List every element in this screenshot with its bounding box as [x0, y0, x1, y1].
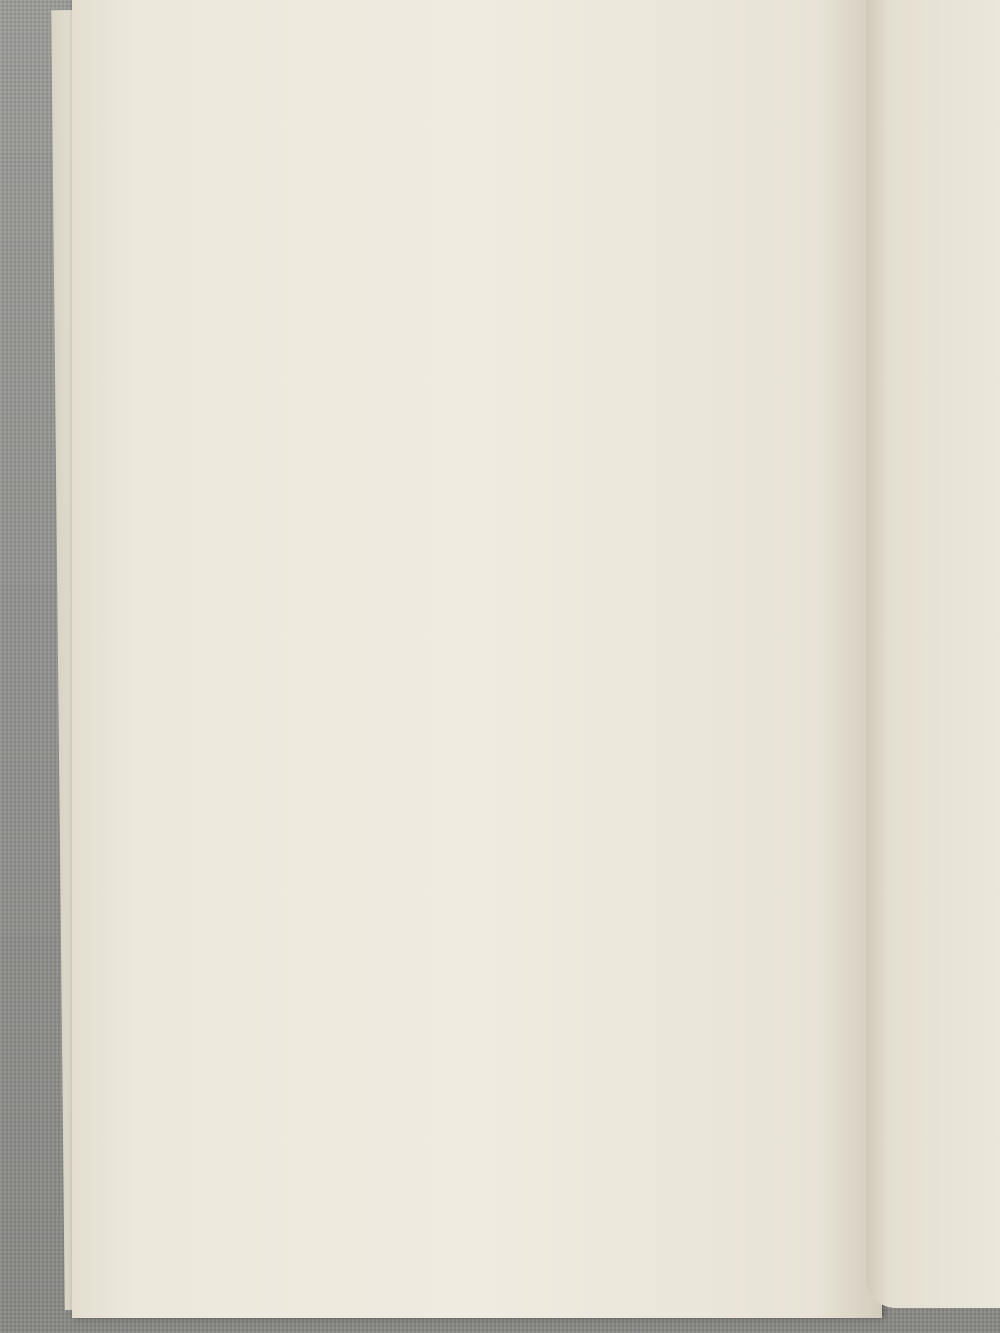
right-text-column	[528, 272, 873, 278]
left-text-column	[180, 272, 510, 278]
title-line-1	[222, 178, 822, 182]
left-page	[72, 0, 882, 1318]
article-title	[222, 178, 822, 182]
right-page-fragment	[866, 0, 1000, 1308]
title-line-2	[222, 178, 822, 182]
